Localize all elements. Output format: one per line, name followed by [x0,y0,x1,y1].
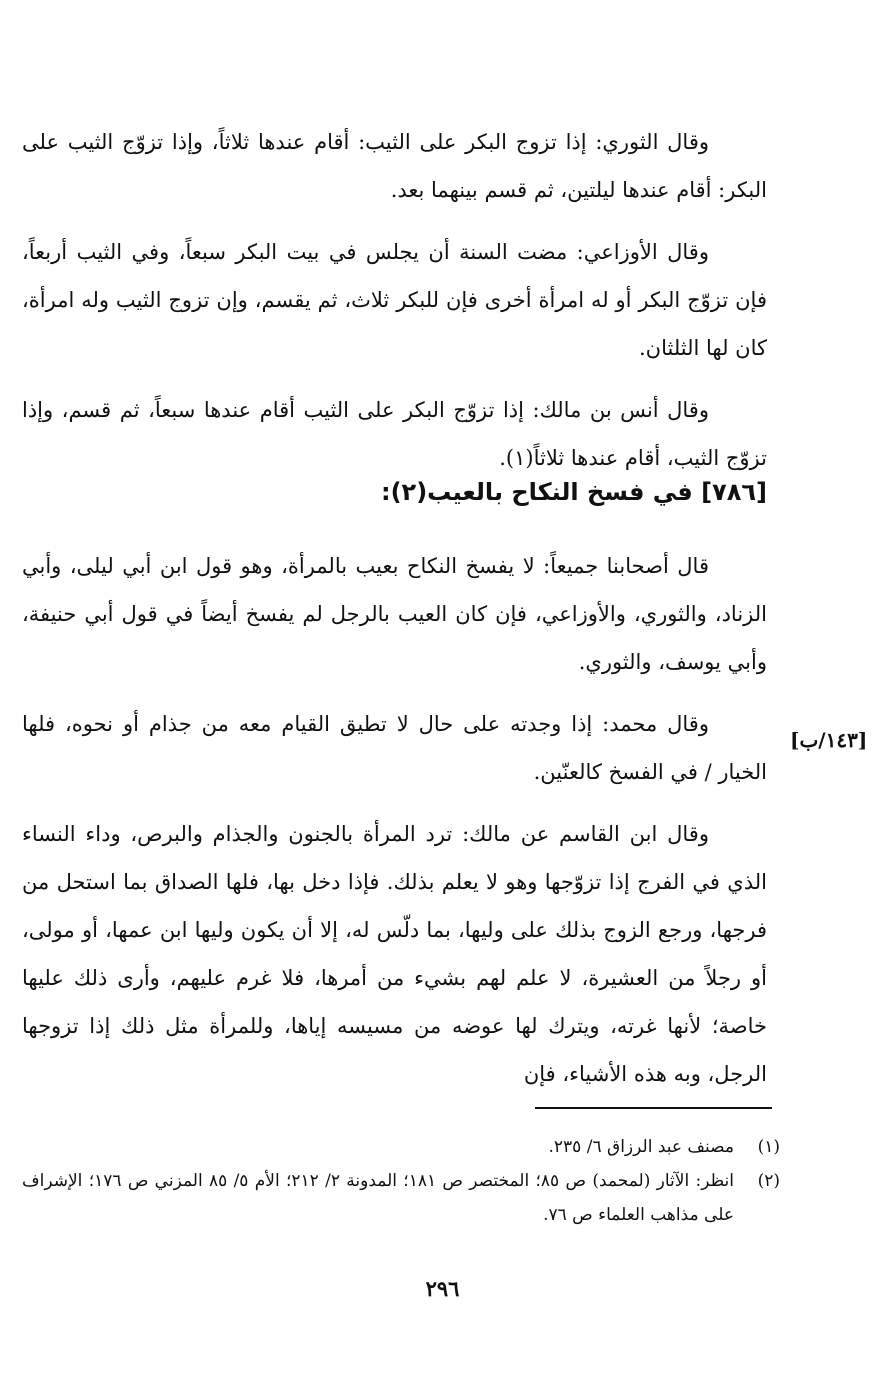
upper-text-block [22,118,767,482]
paragraph-ashabuna: قال أصحابنا جميعاً: لا يفسخ النكاح بعيب بالمرأة، وهو قول ابن أبي ليلى، وأبي الزناد، والثوري، والأوزاعي، فإن كان العيب بالرجل لم يفسخ أيضاً في قول أبي حنيفة، وأبي يوسف، والثوري. [22,554,767,674]
paragraph-awzai: وقال الأوزاعي: مضت السنة أن يجلس في بيت البكر سبعاً، وفي الثيب أربعاً، فإن تزوّج البكر أو له امرأة أخرى فإن للبكر ثلاث، ثم يقسم، وإن تزوج الثيب وله امرأة، كان لها الثلثان. [22,240,767,360]
footnote-item [22,1130,780,1164]
paragraph-muhammad: وقال محمد: إذا وجدته على حال لا تطيق القيام معه من جذام أو نحوه، فلها الخيار / في الفسخ كالعنّين. [22,712,767,784]
footnote-number: (١) [757,1137,780,1157]
section-heading: [٧٨٦] في فسخ النكاح بالعيب(٢): [380,478,767,506]
paragraph-anas: وقال أنس بن مالك: إذا تزوّج البكر على الثيب أقام عندها سبعاً، ثم قسم، وإذا تزوّج الثيب، أقام عندها ثلاثاً(١). [22,398,767,470]
footnote-text: انظر: الآثار (لمحمد) ص ٨٥؛ المختصر ص ١٨١؛ المدونة ٢/ ٢١٢؛ الأم ٥/ ٨٥ المزني ص ١٧٦؛ الإشراف على مذاهب العلماء ص ٧٦. [22,1171,734,1225]
paragraph-thawri: وقال الثوري: إذا تزوج البكر على الثيب: أقام عندها ثلاثاً، وإذا تزوّج الثيب على البكر: أقام عندها ليلتين، ثم قسم بينهما بعد. [22,130,767,202]
lower-text-block [22,542,767,1098]
footnote-number: (٢) [757,1171,780,1191]
footnote-divider [535,1107,772,1109]
paragraph-ibn-qasim: وقال ابن القاسم عن مالك: ترد المرأة بالجنون والجذام والبرص، وداء النساء الذي في الفرج إذا تزوّجها وهو لا يعلم بذلك. فإذا دخل بها، فلها الصداق بما استحل من فرجها، ورجع الزوج بذلك على وليها، بما دلّس له، إلا أن يكون وليها ابن عمها، أو مولى، أو رجلاً من العشيرة، لا علم لهم بشيء من أمرها، فلا غرم عليهم، وأرى ذلك عليها خاصة؛ لأنها غرته، ويترك لها عوضه من مسيسه إياها، وللمرأة مثل ذلك إذا تزوجها الرجل، وبه هذه الأشياء، فإن [22,822,767,1086]
footnotes [22,1130,780,1232]
footnote-text: مصنف عبد الرزاق ٦/ ٢٣٥. [548,1137,734,1157]
footnote-item [22,1164,780,1232]
page-number: ٢٩٦ [425,1276,460,1301]
manuscript-folio-marker: [١٤٣/ب] [790,728,868,752]
